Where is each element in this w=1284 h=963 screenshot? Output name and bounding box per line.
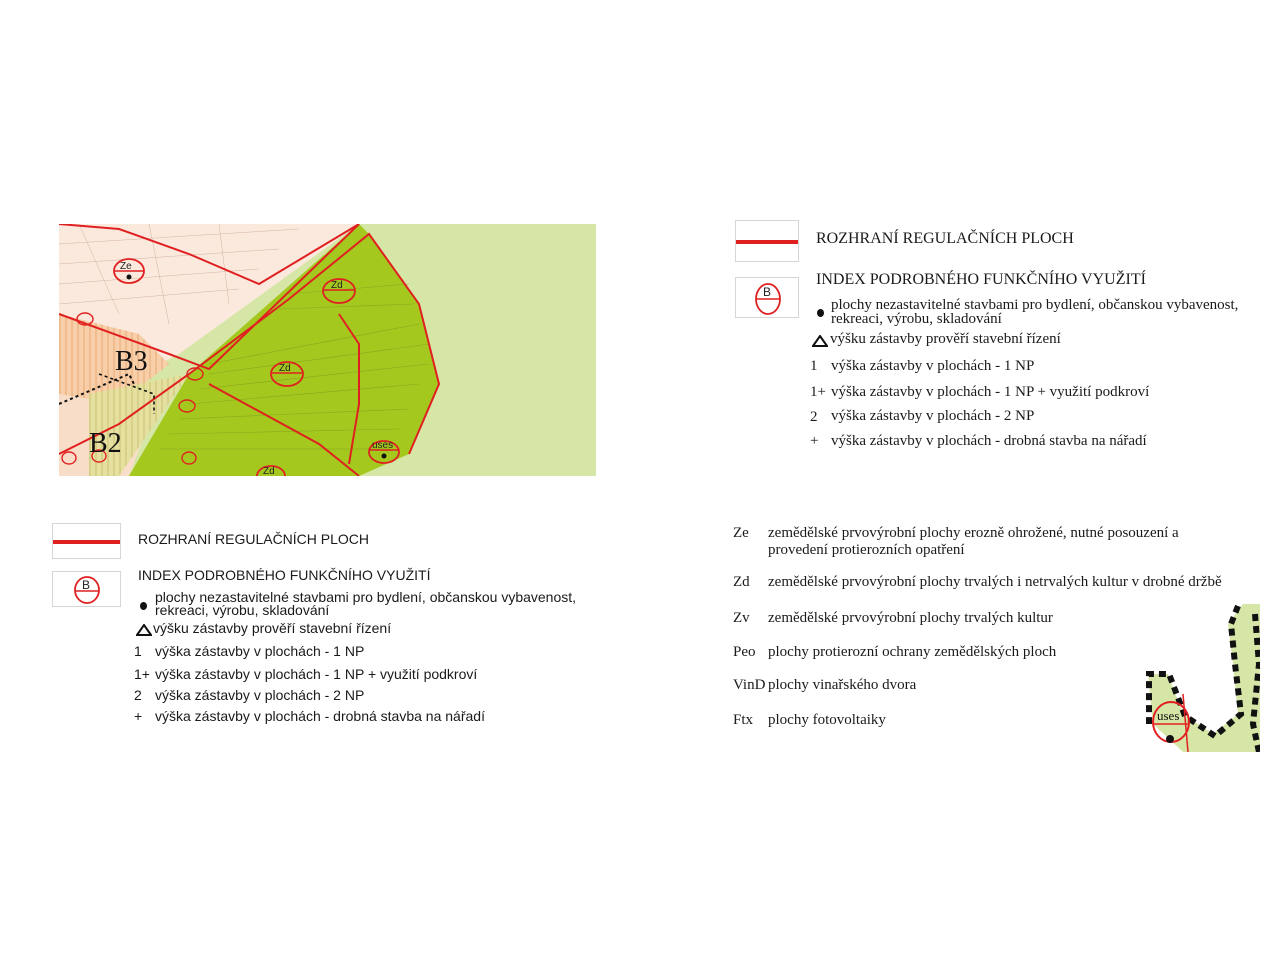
- height-text-right-1: výška zástavby v plochách - 1 NP: [831, 358, 1035, 374]
- triangle-icon-left: [136, 624, 152, 636]
- code-peo-desc: plochy protierozní ochrany zemědělských ploch: [768, 644, 1057, 660]
- height-code-left-1: 1: [134, 643, 142, 659]
- code-peo: Peo: [733, 644, 756, 660]
- dot-icon: [817, 309, 824, 317]
- height-text-right-4: výška zástavby v plochách - drobná stavba na nářadí: [831, 433, 1147, 449]
- boundary-label-right: ROZHRANÍ REGULAČNÍCH PLOCH: [816, 230, 1074, 247]
- height-text-left-1: výška zástavby v plochách - 1 NP: [155, 643, 365, 659]
- index-swatch-right: [735, 277, 799, 318]
- height-text-right-3: výška zástavby v plochách - 2 NP: [831, 408, 1035, 424]
- boundary-swatch-left: [52, 523, 121, 559]
- map-label-b2: B2: [89, 428, 122, 459]
- map-canvas: [59, 224, 596, 476]
- height-text-left-4: výška zástavby v plochách - drobná stavba na nářadí: [155, 708, 485, 724]
- code-vind: VinD: [733, 677, 766, 693]
- svg-text:Ze: Ze: [120, 261, 132, 272]
- height-code-right-3: 2: [810, 409, 818, 425]
- code-zd: Zd: [733, 574, 750, 590]
- svg-text:uses: uses: [372, 440, 394, 451]
- svg-text:B: B: [82, 578, 91, 592]
- map-excerpt[interactable]: [59, 224, 596, 476]
- code-zd-desc: zemědělské prvovýrobní plochy trvalých i netrvalých kultur v drobné držbě: [768, 574, 1222, 590]
- dot-icon-left: [140, 602, 147, 610]
- height-code-left-3: 2: [134, 687, 142, 703]
- height-text-right-2: výška zástavby v plochách - 1 NP + využití podkroví: [831, 384, 1150, 400]
- svg-text:Zd: Zd: [279, 363, 291, 374]
- index-symbol-icon-left: [53, 572, 122, 608]
- code-ftx-desc: plochy fotovoltaiky: [768, 712, 886, 728]
- svg-text:uses: uses: [1157, 708, 1180, 723]
- svg-text:B: B: [763, 285, 772, 299]
- map-label-b3: B3: [115, 346, 148, 377]
- corner-map-canvas: [1143, 604, 1260, 752]
- boundary-swatch-right: [735, 220, 799, 262]
- code-zv-desc: zemědělské prvovýrobní plochy trvalých kultur: [768, 610, 1053, 626]
- code-vind-desc: plochy vinařského dvora: [768, 677, 917, 693]
- height-code-right-4: +: [810, 433, 819, 449]
- boundary-label-left: ROZHRANÍ REGULAČNÍCH PLOCH: [138, 531, 370, 547]
- height-text-left-2: výška zástavby v plochách - 1 NP + využití podkroví: [155, 666, 478, 682]
- code-ze-desc: zemědělské prvovýrobní plochy erozně ohrožené, nutné posouzení a provedení protierozních opatření: [768, 525, 1179, 558]
- triangle-text-right: výšku zástavby prověří stavební řízení: [830, 331, 1061, 347]
- code-ftx: Ftx: [733, 712, 754, 728]
- index-symbol-icon: [736, 278, 800, 319]
- triangle-text-left: výšku zástavby prověří stavební řízení: [153, 620, 392, 636]
- corner-map-fragment[interactable]: [1143, 604, 1260, 752]
- code-ze: Ze: [733, 525, 749, 541]
- index-title-right: INDEX PODROBNÉHO FUNKČNÍHO VYUŽITÍ: [816, 271, 1146, 288]
- index-title-left: INDEX PODROBNÉHO FUNKČNÍHO VYUŽITÍ: [138, 567, 431, 583]
- svg-text:Zd: Zd: [263, 466, 275, 476]
- height-text-left-3: výška zástavby v plochách - 2 NP: [155, 687, 365, 703]
- height-code-right-2: 1+: [810, 384, 826, 400]
- code-zv: Zv: [733, 610, 750, 626]
- height-code-left-2: 1+: [134, 666, 150, 682]
- height-code-right-1: 1: [810, 358, 818, 374]
- triangle-icon: [812, 335, 828, 347]
- height-code-left-4: +: [134, 708, 143, 724]
- svg-text:Zd: Zd: [331, 280, 343, 291]
- dot-text-right: plochy nezastavitelné stavbami pro bydlení, občanskou vybavenost, rekreaci, výrobu, skladování: [831, 297, 1239, 328]
- dot-text-left: plochy nezastavitelné stavbami pro bydlení, občanskou vybavenost, rekreaci, výrobu, skladování: [155, 589, 577, 619]
- index-swatch-left: [52, 571, 121, 607]
- index-symbol-ze[interactable]: [114, 259, 144, 283]
